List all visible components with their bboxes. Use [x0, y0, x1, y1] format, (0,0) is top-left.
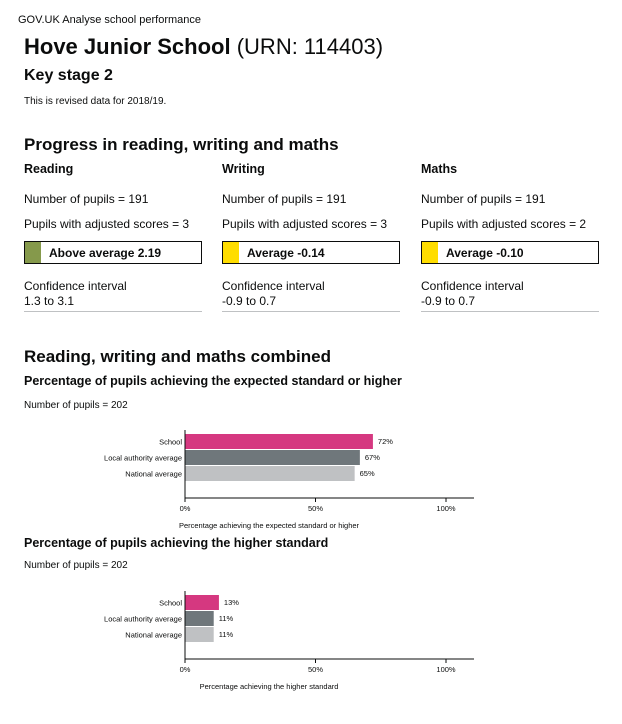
ci-label: Confidence interval — [24, 279, 127, 293]
data-label: 67% — [364, 453, 380, 462]
service-name[interactable]: GOV.UK Analyse school performance — [18, 14, 202, 26]
data-label: 72% — [377, 437, 393, 446]
progress-maths — [421, 162, 599, 312]
x-tick-label: 50% — [307, 665, 324, 674]
data-label: 13% — [223, 598, 239, 607]
progress-score-badge — [24, 241, 202, 264]
progress-score-badge — [222, 241, 400, 264]
school-name: Hove Junior School — [24, 34, 231, 59]
pupil-count: Number of pupils = 191 — [421, 192, 546, 206]
adjusted-scores: Pupils with adjusted scores = 2 — [421, 217, 587, 231]
expected-standard-chart — [0, 420, 622, 535]
confidence-interval — [24, 279, 202, 312]
ci-label: Confidence interval — [421, 279, 524, 293]
bar-national-average — [185, 466, 355, 481]
chart-title: Percentage of pupils achieving the expected standard or higher — [24, 374, 402, 388]
page-title — [24, 34, 383, 60]
progress-score-badge — [421, 241, 599, 264]
category-label: National average — [125, 630, 182, 640]
ci-value: -0.9 to 0.7 — [421, 294, 476, 308]
x-tick-label: 100% — [436, 504, 456, 513]
x-tick-label: 100% — [436, 665, 456, 674]
ci-value: -0.9 to 0.7 — [222, 294, 277, 308]
bar-school — [185, 595, 219, 610]
band-swatch — [422, 242, 438, 263]
ci-label: Confidence interval — [222, 279, 325, 293]
progress-band: Average -0.14 — [247, 245, 325, 260]
subject-name: Maths — [421, 162, 458, 176]
x-tick-label: 50% — [307, 504, 324, 513]
x-axis-title: Percentage achieving the expected standard or higher — [178, 521, 360, 530]
chart-subtitle: Number of pupils = 202 — [24, 400, 128, 411]
progress-reading — [24, 162, 202, 312]
adjusted-scores: Pupils with adjusted scores = 3 — [222, 217, 388, 231]
confidence-interval — [421, 279, 599, 312]
category-label: Local authority average — [104, 614, 182, 624]
school-urn: (URN: 114403) — [236, 34, 384, 59]
category-label: School — [159, 437, 182, 447]
data-label: 11% — [218, 614, 234, 623]
ci-value: 1.3 to 3.1 — [24, 294, 75, 308]
chart-subtitle: Number of pupils = 202 — [24, 560, 128, 571]
band-swatch — [25, 242, 41, 263]
x-tick-label: 0% — [179, 504, 191, 513]
bar-local-authority-average — [185, 450, 360, 465]
bar-school — [185, 434, 373, 449]
bar-local-authority-average — [185, 611, 214, 626]
x-axis-title: Percentage achieving the higher standard — [199, 682, 339, 691]
confidence-interval — [222, 279, 400, 312]
revised-note: This is revised data for 2018/19. — [24, 96, 167, 107]
adjusted-scores: Pupils with adjusted scores = 3 — [24, 217, 190, 231]
progress-band: Above average 2.19 — [49, 245, 162, 260]
category-label: Local authority average — [104, 453, 182, 463]
category-label: National average — [125, 469, 182, 479]
band-swatch — [223, 242, 239, 263]
progress-heading: Progress in reading, writing and maths — [24, 135, 339, 154]
x-tick-label: 0% — [179, 665, 191, 674]
chart-title: Percentage of pupils achieving the higher standard — [24, 536, 329, 550]
key-stage-heading: Key stage 2 — [24, 67, 113, 84]
progress-writing — [222, 162, 400, 312]
higher-standard-chart — [0, 580, 622, 700]
bar-national-average — [185, 627, 214, 642]
subject-name: Reading — [24, 162, 74, 176]
pupil-count: Number of pupils = 191 — [222, 192, 347, 206]
category-label: School — [159, 598, 182, 608]
pupil-count: Number of pupils = 191 — [24, 192, 149, 206]
data-label: 11% — [218, 630, 234, 639]
progress-band: Average -0.10 — [446, 245, 524, 260]
data-label: 65% — [359, 469, 375, 478]
combined-heading: Reading, writing and maths combined — [24, 347, 331, 366]
subject-name: Writing — [222, 162, 265, 176]
